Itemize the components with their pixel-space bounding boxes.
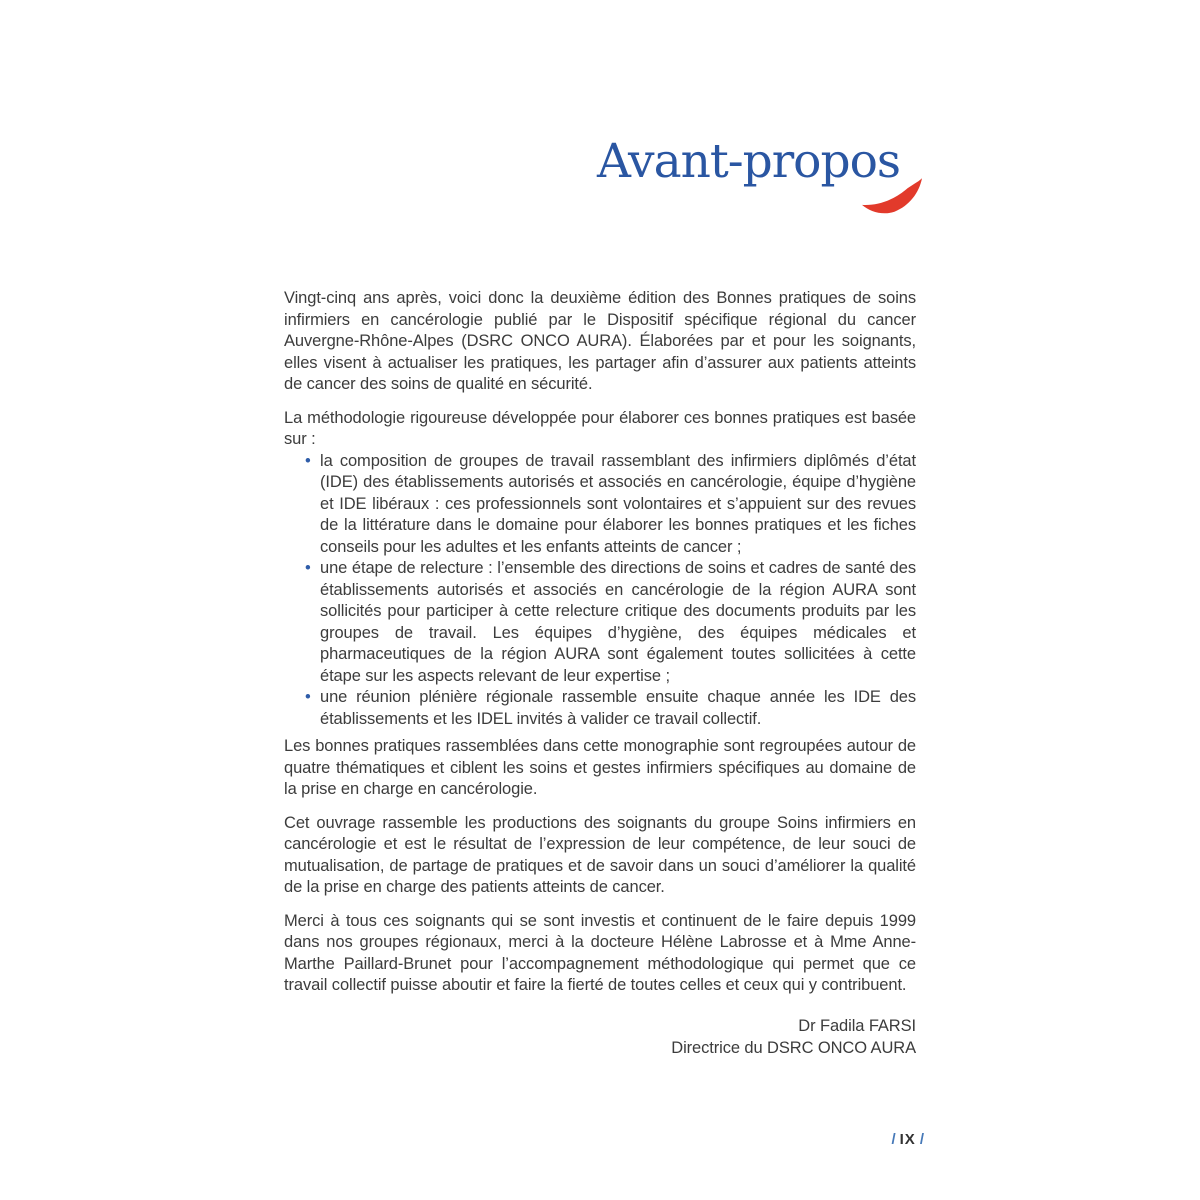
signature-block xyxy=(284,1015,916,1059)
list-item: • une réunion plénière régionale rassemble ensuite chaque année les IDE des établissements et les IDEL invités à valider ce travail collectif. xyxy=(320,687,916,730)
page-title: Avant-propos xyxy=(596,134,900,189)
list-item: • la composition de groupes de travail rassemblant des infirmiers diplômés d’état (IDE) des établissements autorisés et associés en cancérologie, équipe d’hygiène et IDE libéraux : ces professionnels sont volontaires et s’appuient sur des revues de la littérature dans le domaine pour élaborer les bonnes pratiques et les fiches conseils pour les adultes et les enfants atteints de cancer ; xyxy=(320,451,916,559)
paragraph-themes: Les bonnes pratiques rassemblées dans cette monographie sont regroupées autour de quatre thématiques et ciblent les soins et gestes infirmiers spécifiques au domaine de la prise en charge en cancérologie. xyxy=(284,737,916,798)
title-swoosh-icon xyxy=(861,177,923,215)
paragraph-methodology-intro: La méthodologie rigoureuse développée pour élaborer ces bonnes pratiques est basée sur : xyxy=(284,408,916,448)
folio-slash-right: / xyxy=(919,1131,924,1148)
page-number xyxy=(284,1131,924,1149)
paragraph-merci: Merci à tous ces soignants qui se sont investis et continuent de le faire depuis 1999 dans nos groupes régionaux, merci à la docteure Hélène Labrosse et à Mme Anne-Marthe Paillard-Brunet pour l’accompagnement méthodologique qui permet que ce travail collectif puisse aboutir et faire la fierté de toutes celles et ceux qui y contribuent. xyxy=(284,911,916,994)
signature-role: Directrice du DSRC ONCO AURA xyxy=(671,1038,916,1057)
paragraph-ouvrage: Cet ouvrage rassemble les productions des soignants du groupe Soins infirmiers en cancérologie et est le résultat de l’expression de leur compétence, de leur souci de mutualisation, de partage de pratiques et de savoir dans un souci d’améliorer la qualité de la prise en charge des patients atteints de cancer. xyxy=(284,813,916,896)
body-text xyxy=(284,288,916,1059)
folio-number: IX xyxy=(899,1131,916,1148)
methodology-list xyxy=(284,451,916,731)
list-item: • une étape de relecture : l’ensemble des directions de soins et cadres de santé des établissements autorisés et associés en cancérologie de la région AURA sont sollicités pour participer à cette relecture critique des documents produits par les groupes de travail. Les équipes d’hygiène, des équipes médicales et pharmaceutiques de la région AURA sont également toutes sollicitées à cette étape sur les aspects relevant de leur expertise ; xyxy=(320,558,916,687)
folio-slash-left: / xyxy=(891,1131,896,1148)
paragraph-edition: Vingt-cinq ans après, voici donc la deuxième édition des Bonnes pratiques de soins infirmiers en cancérologie publié par le Dispositif spécifique régional du cancer Auvergne-Rhône-Alpes (DSRC ONCO AURA). Élaborées par et pour les soignants, elles visent à actualiser les pratiques, les partager afin d’assurer aux patients atteints de cancer des soins de qualité en sécurité. xyxy=(284,289,916,393)
page-title-block xyxy=(0,134,900,190)
signature-name: Dr Fadila FARSI xyxy=(798,1016,916,1035)
